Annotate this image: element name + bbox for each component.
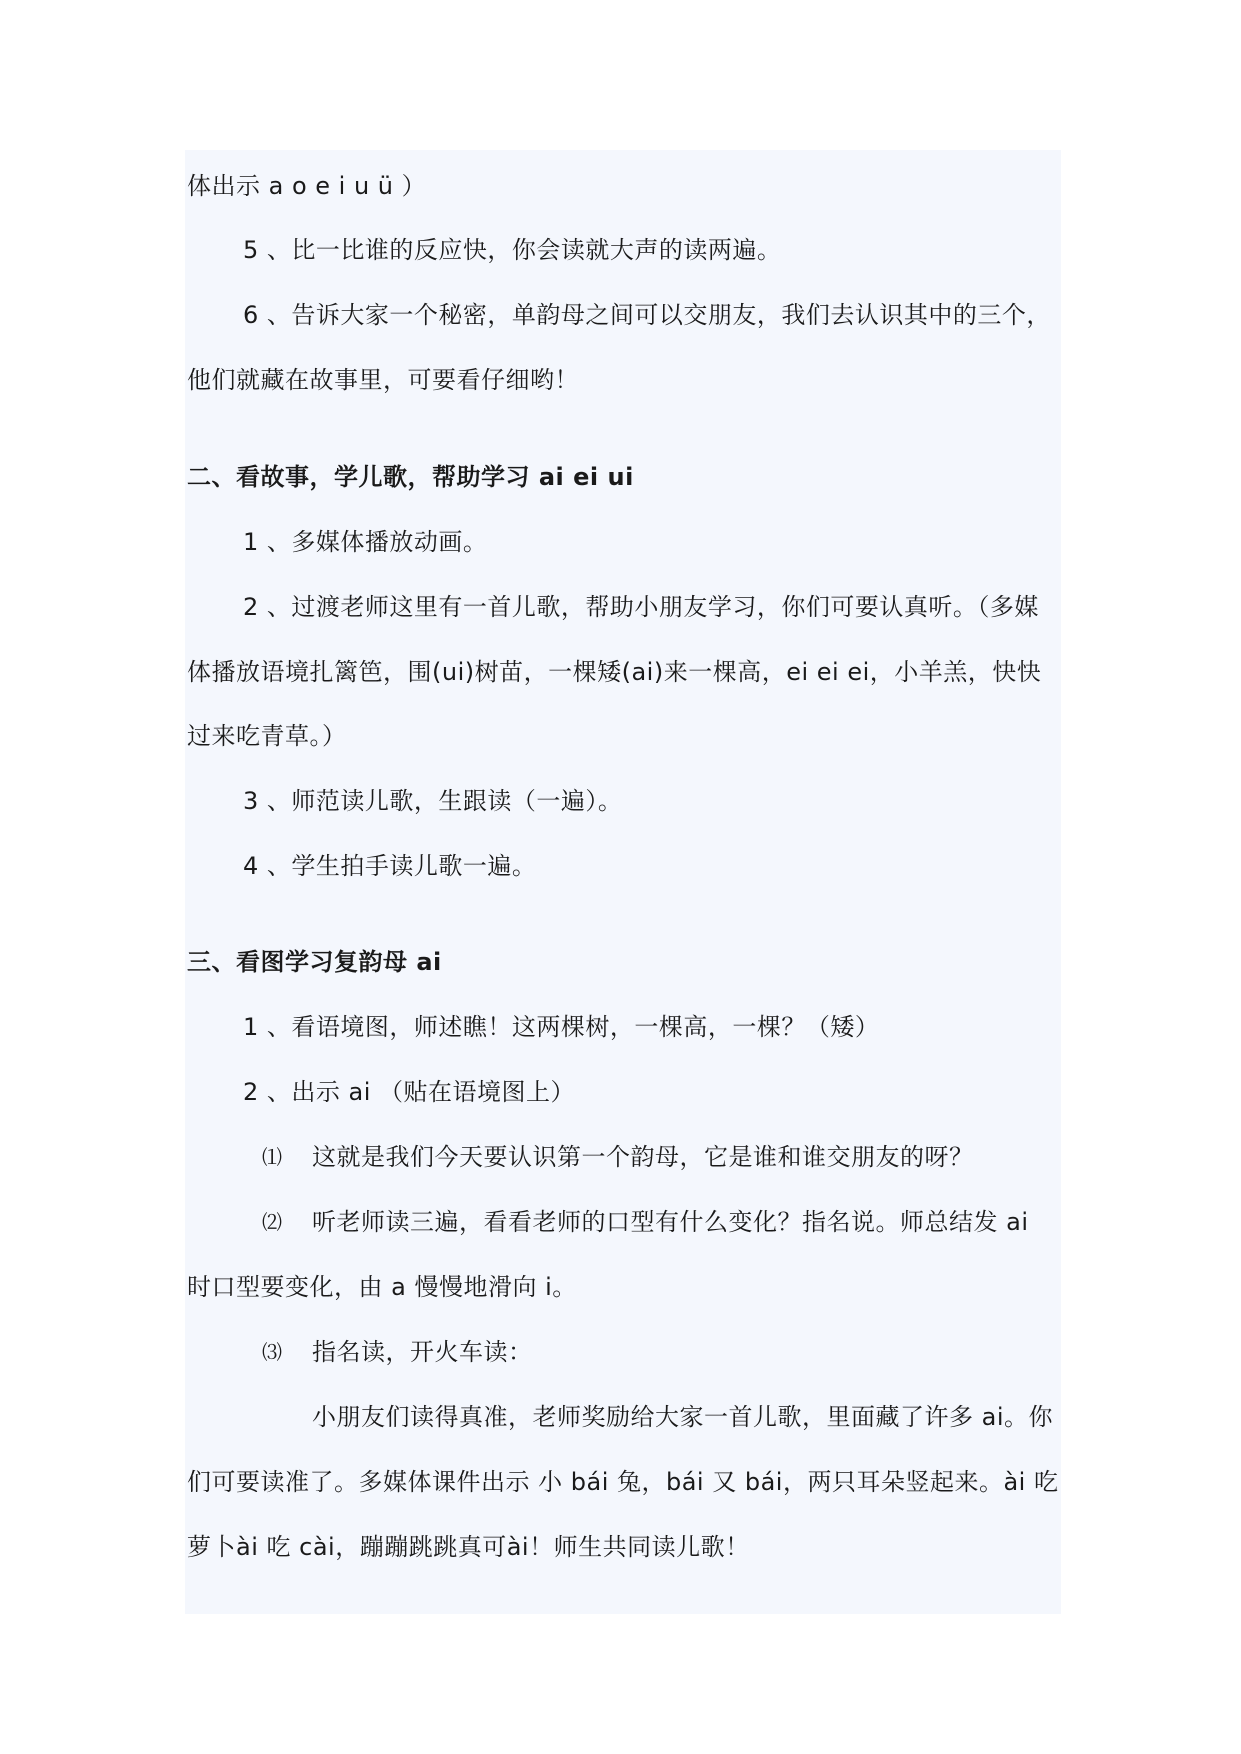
section-2-item-3: 3 、师范读儿歌，生跟读（一遍）。 xyxy=(243,787,623,815)
section-2-item-2-line-2: 体播放语境扎篱笆，围(ui)树苗，一棵矮(ai)来一棵高，ei ei ei，小羊羔，快快 xyxy=(187,658,1042,686)
intro-item-5: 5 、比一比谁的反应快，你会读就大声的读两遍。 xyxy=(243,236,782,264)
section-3-item-1: 1 、看语境图，师述瞧！这两棵树，一棵高，一棵？（矮） xyxy=(243,1013,880,1041)
rhyme-line-3: 萝卜ài 吃 cài，蹦蹦跳跳真可ài！师生共同读儿歌！ xyxy=(187,1533,750,1561)
section-2-item-4: 4 、学生拍手读儿歌一遍。 xyxy=(243,852,537,880)
section-3-item-2: 2 、出示 ai （贴在语境图上） xyxy=(243,1078,576,1106)
intro-line-1: 体出示 a o e i u ü ） xyxy=(187,172,427,200)
sub-item-2-text: 听老师读三遍，看看老师的口型有什么变化？指名说。师总结发 ai xyxy=(312,1208,1029,1236)
rhyme-line-1: 小朋友们读得真准，老师奖励给大家一首儿歌，里面藏了许多 ai。你 xyxy=(312,1403,1054,1431)
sub-item-2-line-2: 时口型要变化，由 a 慢慢地滑向 i。 xyxy=(187,1273,577,1301)
intro-item-6-line-1: 6 、告诉大家一个秘密，单韵母之间可以交朋友，我们去认识其中的三个， xyxy=(243,301,1051,329)
section-2-item-2-line-3: 过来吃青草。） xyxy=(187,722,347,750)
sub-item-2-marker: ⑵ xyxy=(262,1210,283,1234)
intro-item-6-line-2: 他们就藏在故事里，可要看仔细哟！ xyxy=(187,366,579,394)
sub-item-1-marker: ⑴ xyxy=(262,1145,283,1169)
section-2-item-1: 1 、多媒体播放动画。 xyxy=(243,528,488,556)
sub-item-1-text: 这就是我们今天要认识第一个韵母，它是谁和谁交朋友的呀？ xyxy=(312,1143,974,1171)
section-2-item-2-line-1: 2 、过渡老师这里有一首儿歌，帮助小朋友学习，你们可要认真听。（多媒 xyxy=(243,593,1039,621)
section-2-heading: 二、看故事，学儿歌，帮助学习 ai ei ui xyxy=(187,463,634,491)
rhyme-line-2: 们可要读准了。多媒体课件出示 小 bái 兔，bái 又 bái，两只耳朵竖起来。ài 吃 xyxy=(187,1468,1059,1496)
sub-item-3-text: 指名读，开火车读： xyxy=(312,1338,533,1366)
sub-item-3-marker: ⑶ xyxy=(262,1340,283,1364)
section-3-heading: 三、看图学习复韵母 ai xyxy=(187,948,442,976)
